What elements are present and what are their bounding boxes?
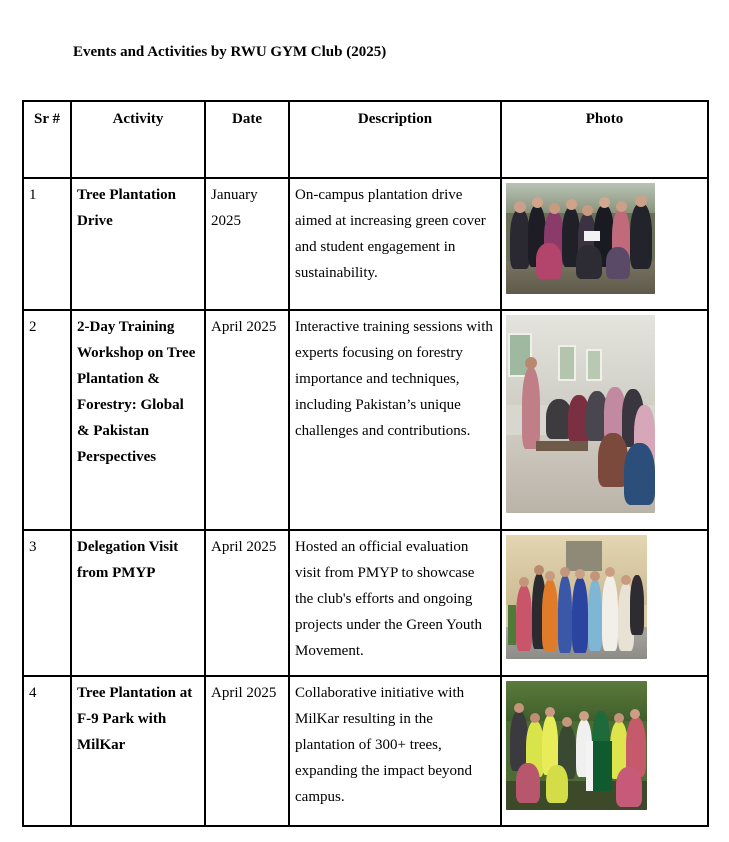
document-title: Events and Activities by RWU GYM Club (2025): [73, 44, 387, 60]
events-table: [22, 100, 709, 827]
row-date: April 2025: [211, 319, 277, 335]
row-date: April 2025: [211, 685, 277, 701]
row-sr: 4: [29, 685, 37, 701]
row-sr: 2: [29, 319, 37, 335]
table-row: [23, 676, 708, 826]
row-description: Hosted an official evaluation visit from PMYP to showcase the club's efforts and ongoing projects under the Green Youth Movement.: [295, 539, 483, 659]
row-description: Collaborative initiative with MilKar resulting in the plantation of 300+ trees, expanding the impact beyond campus.: [295, 685, 473, 805]
row-activity: Delegation Visit from PMYP: [77, 539, 179, 581]
table-row: [23, 530, 708, 676]
table-header-row: [23, 101, 708, 178]
row-date: January 2025: [211, 187, 258, 229]
row-description: Interactive training sessions with experts focusing on forestry importance and techniques, including Pakistan’s unique challenges and contributions.: [295, 319, 493, 439]
header-activity: Activity: [71, 101, 205, 178]
table-row: [23, 310, 708, 530]
header-sr: Sr #: [23, 101, 71, 178]
photo-f9-park-milkar: [506, 681, 647, 810]
header-date: Date: [205, 101, 289, 178]
row-activity: Tree Plantation at F-9 Park with MilKar: [77, 685, 193, 753]
photo-delegation-visit: [506, 535, 647, 659]
row-date: April 2025: [211, 539, 277, 555]
header-description: Description: [289, 101, 501, 178]
row-sr: 3: [29, 539, 37, 555]
row-sr: 1: [29, 187, 37, 203]
row-activity: Tree Plantation Drive: [77, 187, 177, 229]
row-activity: 2-Day Training Workshop on Tree Plantation & Forestry: Global & Pakistan Perspectives: [77, 319, 196, 465]
header-photo: Photo: [501, 101, 708, 178]
row-description: On-campus plantation drive aimed at increasing green cover and student engagement in sustainability.: [295, 187, 486, 281]
photo-tree-plantation-drive: [506, 183, 655, 294]
photo-training-workshop: [506, 315, 655, 513]
table-row: [23, 178, 708, 310]
